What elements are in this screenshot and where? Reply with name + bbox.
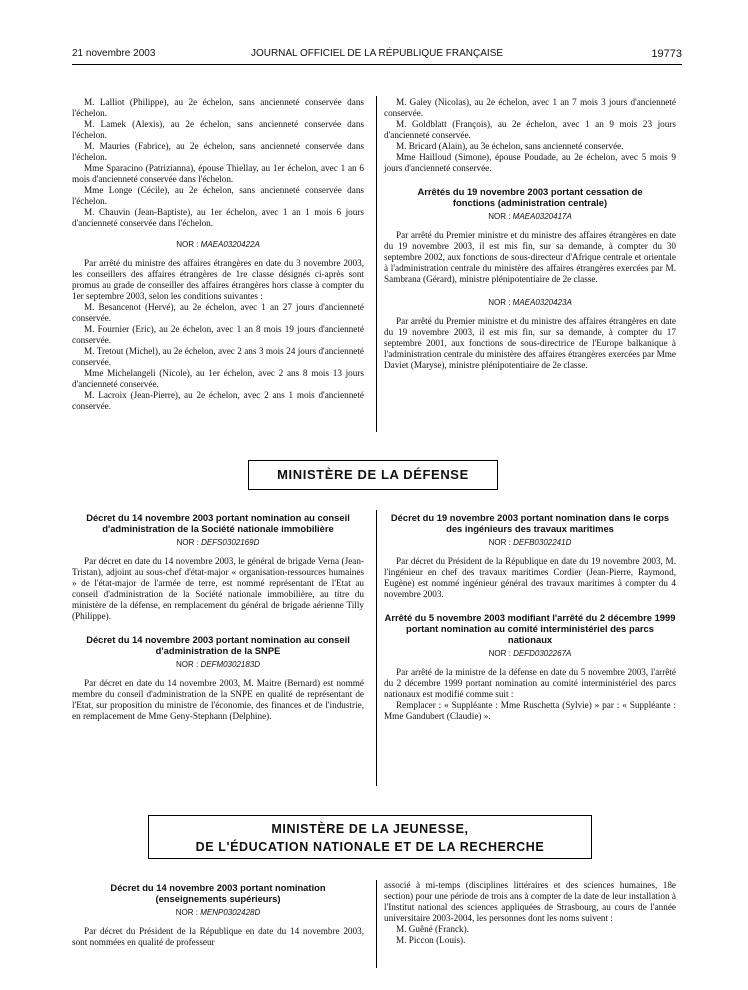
paragraph: M. Lacroix (Jean-Pierre), au 2e échelon, avec 2 ans 1 mois d'ancienneté conservée. (72, 390, 364, 411)
ministry-education-heading (148, 815, 592, 859)
nor-code: DEFD0302267A (513, 649, 572, 658)
paragraph: M. Mauries (Fabrice), au 2e échelon, sans ancienneté conservée dans l'échelon. (72, 141, 364, 162)
nor-label: NOR : (488, 212, 511, 221)
paragraph: Par arrêté du Premier ministre et du ministre des affaires étrangères en date du 19 novembre 2003, il est mis fin, sur sa demande, à compter du 30 septembre 2002, aux fonctions de sous-directeur d'Afrique centrale et orientale à l'administration centrale du ministère des affaires étrangères exercées par M. Sambrana (Gérard), ministre plénipotentiaire de 2e classe. (384, 230, 676, 284)
nor-code: DEFB0302241D (513, 538, 572, 547)
bottom-left-column (72, 882, 364, 948)
top-left-column (72, 97, 364, 412)
header-title: JOURNAL OFFICIEL DE LA RÉPUBLIQUE FRANÇAISE (250, 48, 504, 59)
paragraph: M. Lalliot (Philippe), au 2e échelon, sans ancienneté conservée dans l'échelon. (72, 97, 364, 118)
nor-label: NOR : (176, 240, 199, 249)
nor-reference (72, 659, 364, 670)
paragraph: Par arrêté du ministre des affaires étrangères en date du 3 novembre 2003, les conseillers des affaires étrangères de 1re classe désignés ci-après sont promus au grade de conseiller des affaires étrangères hors classe à compter du 1er septembre 2003, selon les conditions suivantes : (72, 258, 364, 301)
nor-label: NOR : (488, 298, 511, 307)
nor-label: NOR : (488, 538, 511, 547)
header-rule (72, 64, 682, 65)
mid-left-column (72, 512, 364, 722)
header-date: 21 novembre 2003 (72, 48, 156, 59)
paragraph: Par décret du Président de la République en date du 14 novembre 2003, sont nommées en qualité de professeur (72, 926, 364, 947)
paragraph: M. Galey (Nicolas), au 2e échelon, avec 1 an 7 mois 3 jours d'ancienneté conservée. (384, 97, 676, 118)
nor-code: MAEA0320423A (512, 298, 572, 307)
paragraph: Mme Longe (Cécile), au 2e échelon, sans ancienneté conservée dans l'échelon. (72, 185, 364, 206)
paragraph: Par décret du Président de la République en date du 19 novembre 2003, M. l'ingénieur en chef des travaux maritimes Cordier (Jean-Pierre, Raymond, Eugène) est nommé ingénieur général des travaux maritimes à compter du 4 novembre 2003. (384, 556, 676, 599)
nor-code: MENP0302428D (200, 908, 261, 917)
ministry-heading-line: MINISTÈRE DE LA JEUNESSE, (271, 822, 469, 836)
ministry-defense-heading (248, 460, 498, 490)
paragraph: Remplacer : « Suppléante : Mme Ruschetta (Sylvie) » par : « Suppléante : Mme Gandubert (Claudie) ». (384, 700, 676, 721)
nor-reference (384, 648, 676, 659)
nor-code: DEFM0302183D (200, 660, 261, 669)
nor-code: MAEA0320417A (512, 212, 572, 221)
bottom-right-column (384, 880, 676, 946)
nor-reference (72, 239, 364, 250)
section-title: Décret du 14 novembre 2003 portant nomination (enseignements supérieurs) (110, 882, 326, 904)
page-number: 19773 (651, 48, 682, 60)
section-title: Arrêtés du 19 novembre 2003 portant cessation de fonctions (administration centrale) (417, 186, 643, 208)
paragraph: M. Chauvin (Jean-Baptiste), au 1er échelon, avec 1 an 1 mois 6 jours d'ancienneté conservée dans l'échelon. (72, 207, 364, 228)
paragraph: associé à mi-temps (disciplines littéraires et des sciences humaines, 18e section) pour une période de trois ans à compter de la date de leur installation à l'Institut national des sciences appliquées de Strasbourg, au cours de l'année universitaire 2003-2004, les personnes dont les noms suivent : (384, 880, 676, 923)
paragraph: M. Tretout (Michel), au 2e échelon, avec 2 ans 3 mois 24 jours d'ancienneté conservée. (72, 346, 364, 367)
section-title: Décret du 14 novembre 2003 portant nomination au conseil d'administration de la Société nationale immobilière (86, 512, 350, 534)
paragraph: Par décret en date du 14 novembre 2003, M. Maitre (Bernard) est nommé membre du conseil d'administration de la SNPE en qualité de représentant de l'Etat, sur proposition du ministre de l'économie, des finances et de l'industrie, en remplacement de Mme Geny-Stephann (Delphine). (72, 678, 364, 721)
mid-right-column (384, 512, 676, 722)
nor-reference (384, 537, 676, 548)
section-title: Décret du 14 novembre 2003 portant nomination au conseil d'administration de la SNPE (86, 634, 350, 656)
nor-label: NOR : (176, 538, 199, 547)
paragraph: M. Piccon (Louis). (396, 935, 466, 945)
nor-label: NOR : (488, 649, 511, 658)
nor-reference (72, 907, 364, 918)
section-title: Décret du 19 novembre 2003 portant nomination dans le corps des ingénieurs des travaux maritimes (390, 512, 670, 534)
paragraph: Mme Hailloud (Simone), épouse Poudade, au 2e échelon, avec 5 mois 9 jours d'ancienneté conservée. (384, 152, 676, 173)
paragraph: M. Goldblatt (François), au 2e échelon, avec 1 an 9 mois 23 jours d'ancienneté conservée. (384, 119, 676, 140)
nor-reference (384, 297, 676, 308)
nor-label: NOR : (175, 908, 198, 917)
nor-label: NOR : (175, 660, 199, 669)
paragraph: Mme Sparacino (Patrizianna), épouse Thiellay, au 1er échelon, avec 1 an 6 mois d'ancienneté conservée dans l'échelon. (72, 163, 364, 184)
paragraph: M. Fournier (Eric), au 2e échelon, avec 1 an 8 mois 19 jours d'ancienneté conservée. (72, 324, 364, 345)
section-title: Arrêté du 5 novembre 2003 modifiant l'arrêté du 2 décembre 1999 portant nomination au comité interministériel des parcs nationaux (384, 612, 676, 645)
nor-reference (384, 211, 676, 222)
paragraph: Par arrêté de la ministre de la défense en date du 5 novembre 2003, l'arrêté du 2 décembre 1999 portant nomination au comité interministériel des parcs nationaux est modifié comme suit : (384, 667, 676, 699)
ministry-heading-line: DE L'ÉDUCATION NATIONALE ET DE LA RECHERCHE (195, 840, 545, 854)
nor-code: DEFS0302169D (201, 538, 260, 547)
paragraph: Par arrêté du Premier ministre et du ministre des affaires étrangères en date du 19 novembre 2003, il est mis fin, sur sa demande, à compter du 17 septembre 2001, aux fonctions de sous-directrice de l'Europe balkanique à l'administration centrale du ministère des affaires étrangères exercées par Mme Daviet (Maryse), ministre plénipotentiaire de 2e classe. (384, 316, 676, 370)
paragraph: M. Besancenot (Hervé), au 2e échelon, avec 1 an 27 jours d'ancienneté conservée. (72, 302, 364, 323)
paragraph: M. Guêné (Franck). (396, 924, 469, 934)
column-divider-bottom (376, 880, 377, 968)
nor-reference (72, 537, 364, 548)
paragraph: Par décret en date du 14 novembre 2003, le général de brigade Verna (Jean-Tristan), adjoint au sous-chef d'état-major « organisation-ressources humaines » de l'état-major de l'armée de terre, est nommé représentant de l'Etat au conseil d'administration de la Société nationale immobilière, au titre du ministère de la défense, en remplacement du général de brigade aérienne Tilly (Philippe). (72, 556, 364, 621)
column-divider-mid (376, 510, 377, 786)
ministry-heading-text: MINISTÈRE DE LA DÉFENSE (277, 467, 469, 482)
paragraph: M. Bricard (Alain), au 3e échelon, sans ancienneté conservée. (396, 141, 624, 151)
top-right-column (384, 97, 676, 371)
paragraph: Mme Michelangeli (Nicole), au 1er échelon, avec 2 ans 8 mois 13 jours d'ancienneté conservée. (72, 368, 364, 389)
paragraph: M. Lamek (Alexis), au 2e échelon, sans ancienneté conservée dans l'échelon. (72, 119, 364, 140)
nor-code: MAEA0320422A (200, 240, 260, 249)
column-divider-top (376, 96, 377, 432)
